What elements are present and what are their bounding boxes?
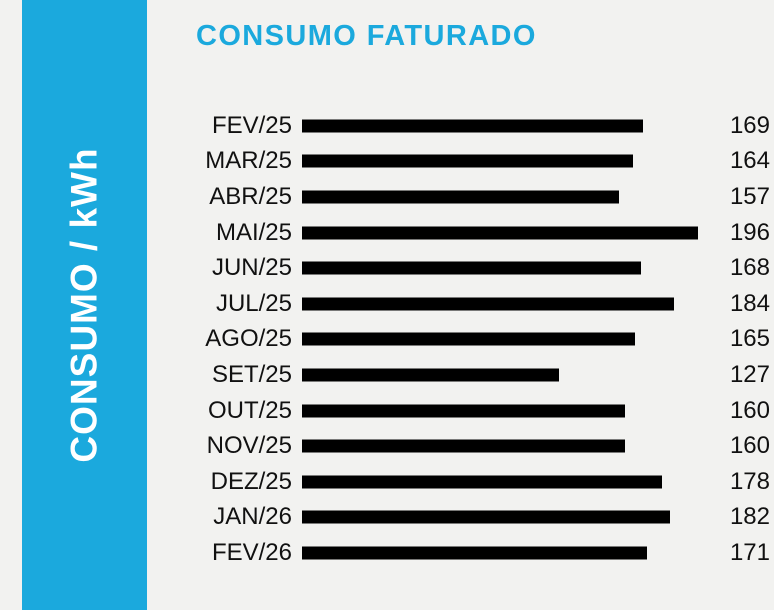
bar (302, 368, 559, 381)
row-value: 196 (729, 218, 770, 246)
row-label: DEZ/25 (210, 467, 292, 495)
row-value: 171 (729, 538, 770, 566)
bar-track (302, 357, 698, 393)
row-label: FEV/26 (211, 538, 292, 566)
row-label: OUT/25 (207, 396, 292, 424)
bar-track (302, 428, 698, 464)
bar-track (302, 500, 698, 536)
chart-title: CONSUMO FATURADO (196, 20, 537, 52)
axis-label-container (22, 0, 147, 610)
bar-track (302, 464, 698, 500)
bar-track (302, 250, 698, 286)
row-label: MAR/25 (205, 147, 292, 175)
table-row (147, 500, 774, 536)
row-value: 160 (729, 432, 770, 460)
bar (302, 119, 643, 132)
table-row (147, 286, 774, 322)
bar (302, 546, 647, 559)
row-value: 184 (729, 289, 770, 317)
table-row (147, 144, 774, 180)
row-value: 169 (729, 111, 770, 139)
row-value: 157 (729, 182, 770, 210)
row-label: SET/25 (211, 360, 292, 388)
row-label: MAI/25 (215, 218, 292, 246)
table-row (147, 322, 774, 358)
row-value: 178 (729, 467, 770, 495)
table-row (147, 428, 774, 464)
row-value: 127 (729, 360, 770, 388)
row-label: AGO/25 (205, 325, 292, 353)
bar (302, 440, 625, 453)
bar-track (302, 108, 698, 144)
table-row (147, 108, 774, 144)
bar (302, 333, 635, 346)
table-row (147, 250, 774, 286)
table-row (147, 179, 774, 215)
row-label: ABR/25 (209, 182, 292, 210)
bar (302, 297, 674, 310)
row-value: 160 (729, 396, 770, 424)
bar-track (302, 286, 698, 322)
bar-track (302, 535, 698, 571)
bar (302, 262, 641, 275)
bar-track (302, 179, 698, 215)
bar (302, 190, 619, 203)
bar-track (302, 322, 698, 358)
bar (302, 226, 698, 239)
row-label: FEV/25 (211, 111, 292, 139)
table-row (147, 464, 774, 500)
bar-track (302, 144, 698, 180)
row-value: 168 (729, 254, 770, 282)
bar (302, 404, 625, 417)
table-row (147, 215, 774, 251)
bar (302, 475, 662, 488)
bar-track (302, 215, 698, 251)
row-value: 165 (729, 325, 770, 353)
side-band (22, 0, 147, 610)
row-label: JUL/25 (215, 289, 292, 317)
table-row (147, 535, 774, 571)
chart-rows (147, 108, 774, 571)
bar (302, 511, 670, 524)
row-value: 164 (729, 147, 770, 175)
row-label: NOV/25 (206, 432, 292, 460)
table-row (147, 393, 774, 429)
row-label: JAN/26 (213, 503, 292, 531)
row-label: JUN/25 (211, 254, 292, 282)
bar (302, 155, 633, 168)
table-row (147, 357, 774, 393)
vertical-axis-label: CONSUMO / kWh (63, 147, 105, 463)
bar-track (302, 393, 698, 429)
row-value: 182 (729, 503, 770, 531)
